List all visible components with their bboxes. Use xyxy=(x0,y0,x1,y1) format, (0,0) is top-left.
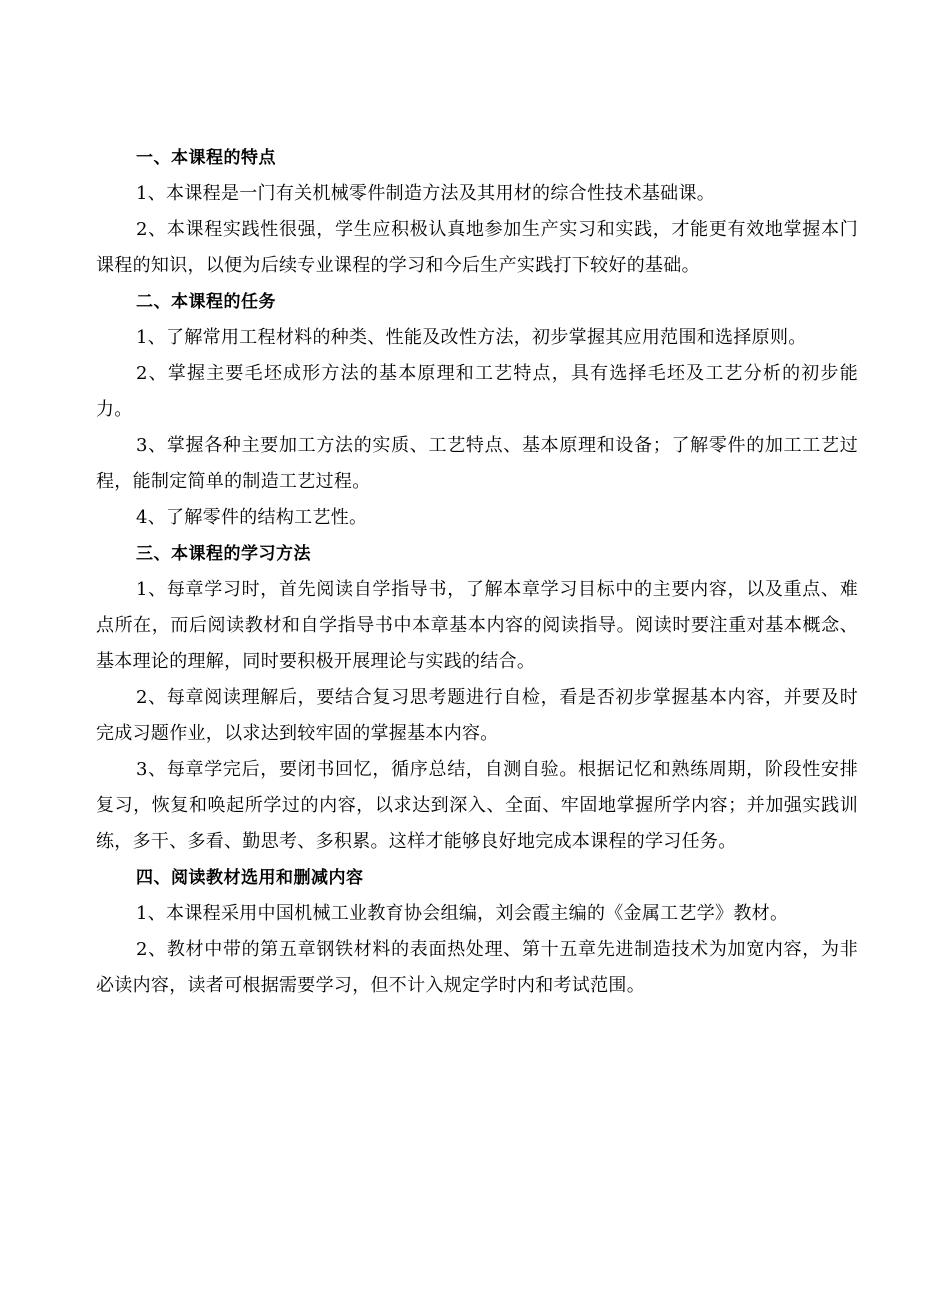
section-tasks xyxy=(96,284,858,536)
paragraph: 1、本课程是一门有关机械零件制造方法及其用材的综合性技术基础课。 xyxy=(136,183,716,204)
section-textbook xyxy=(96,860,858,1004)
section-heading: 二、本课程的任务 xyxy=(136,292,276,312)
paragraph: 1、了解常用工程材料的种类、性能及改性方法，初步掌握其应用范围和选择原则。 xyxy=(136,327,807,348)
paragraph: 1、每章学习时，首先阅读自学指导书，了解本章学习目标中的主要内容，以及重点、难点所在，而后阅读教材和自学指导书中本章基本内容的阅读指导。阅读时要注重对基本概念、基本理论的理解，同时要积极开展理论与实践的结合。 xyxy=(96,579,858,672)
paragraph: 3、每章学完后，要闭书回忆，循序总结，自测自验。根据记忆和熟练周期，阶段性安排复习，恢复和唤起所学过的内容，以求达到深入、全面、牢固地掌握所学内容；并加强实践训练，多干、多看、勤思考、多积累。这样才能够良好地完成本课程的学习任务。 xyxy=(96,759,858,852)
paragraph: 3、掌握各种主要加工方法的实质、工艺特点、基本原理和设备；了解零件的加工工艺过程，能制定简单的制造工艺过程。 xyxy=(96,435,858,492)
section-heading: 四、阅读教材选用和删减内容 xyxy=(136,868,364,888)
paragraph: 2、每章阅读理解后，要结合复习思考题进行自检，看是否初步掌握基本内容，并要及时完成习题作业，以求达到较牢固的掌握基本内容。 xyxy=(96,687,858,744)
section-heading: 三、本课程的学习方法 xyxy=(136,544,311,564)
document-page xyxy=(96,140,858,1004)
section-features xyxy=(96,140,858,284)
paragraph: 2、掌握主要毛坯成形方法的基本原理和工艺特点，具有选择毛坯及工艺分析的初步能力。 xyxy=(96,363,858,420)
paragraph: 2、本课程实践性很强，学生应积极认真地参加生产实习和实践，才能更有效地掌握本门课程的知识，以便为后续专业课程的学习和今后生产实践打下较好的基础。 xyxy=(96,219,858,276)
section-heading: 一、本课程的特点 xyxy=(136,148,276,168)
paragraph: 2、教材中带的第五章钢铁材料的表面热处理、第十五章先进制造技术为加宽内容，为非必读内容，读者可根据需要学习，但不计入规定学时内和考试范围。 xyxy=(96,939,858,996)
paragraph: 1、本课程采用中国机械工业教育协会组编，刘会霞主编的《金属工艺学》教材。 xyxy=(136,903,789,924)
section-study-methods xyxy=(96,536,858,860)
paragraph: 4、了解零件的结构工艺性。 xyxy=(136,507,368,528)
